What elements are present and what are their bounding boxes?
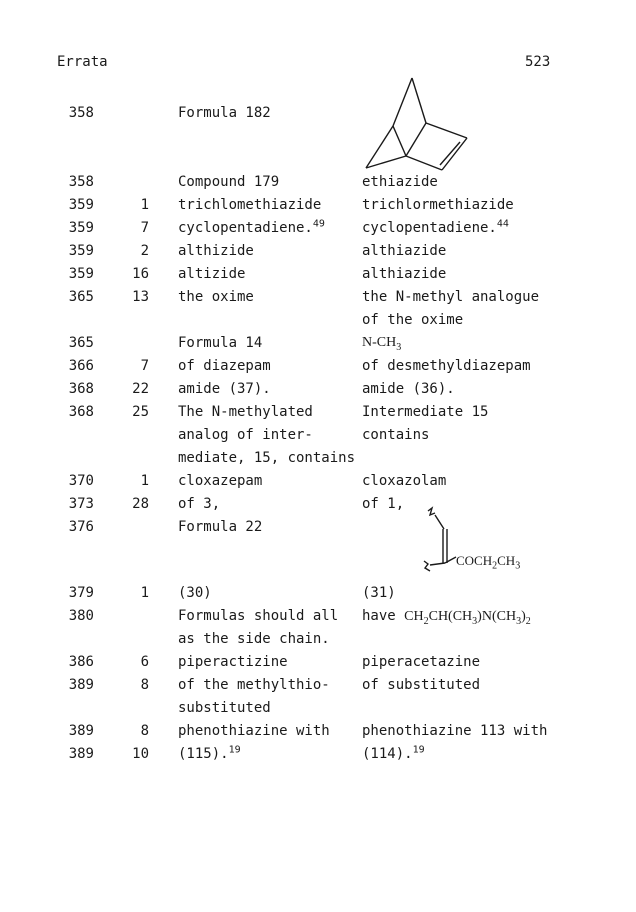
acyl-group-formula: $COCH_2CH_3$ <box>456 553 521 572</box>
reference-superscript: 19 <box>412 744 425 756</box>
entry-wrong: (115).$^{19}$ <box>178 744 241 762</box>
entry-right-formula: $N-CH_3$ <box>362 335 402 353</box>
entry-line: 1 <box>140 473 149 489</box>
entry-wrong: cyclopentadiene.$^{49}$ <box>178 218 325 236</box>
entry-page: 373 <box>68 496 94 512</box>
entry-wrong: of diazepam <box>178 358 271 374</box>
entry-right-continued: of the oxime <box>362 312 464 328</box>
entry-line: 10 <box>132 746 149 762</box>
entry-line: 13 <box>132 289 149 305</box>
entry-right: trichlormethiazide <box>362 197 514 213</box>
entry-line: 25 <box>132 404 149 420</box>
entry-line: 28 <box>132 496 149 512</box>
entry-right: cyclopentadiene.$^{44}$ <box>362 218 509 236</box>
running-header-left: Errata <box>57 54 108 70</box>
entry-page: 358 <box>68 105 94 121</box>
entry-line: 1 <box>140 197 149 213</box>
entry-line: 22 <box>132 381 149 397</box>
entry-right: have $CH_2CH(CH_3)N(CH_3)_2$ <box>362 608 531 627</box>
entry-wrong-continued: as the side chain. <box>178 631 330 647</box>
entry-wrong: of the methylthio- <box>178 677 330 693</box>
entry-page: 365 <box>68 335 94 351</box>
entry-wrong: trichlomethiazide <box>178 197 322 213</box>
entry-wrong: amide (37). <box>178 381 271 397</box>
entry-wrong-continued: mediate, 15, contains <box>178 450 356 466</box>
entry-wrong: Formula 182 <box>178 105 271 121</box>
entry-wrong: piperactizine <box>178 654 288 670</box>
entry-line: 1 <box>140 585 149 601</box>
entry-right: althiazide <box>362 243 447 259</box>
entry-wrong-continued: analog of inter- <box>178 427 313 443</box>
entry-page: 359 <box>68 243 94 259</box>
entry-right: (31) <box>362 585 396 601</box>
entry-right: of 1, <box>362 496 405 512</box>
entry-page: 365 <box>68 289 94 305</box>
entry-page: 366 <box>68 358 94 374</box>
reference-superscript: 44 <box>496 218 509 230</box>
entry-right: (114).$^{19}$ <box>362 744 425 762</box>
entry-wrong-continued: substituted <box>178 700 271 716</box>
entry-page: 380 <box>68 608 94 624</box>
entry-wrong: Formulas should all <box>178 608 339 624</box>
page-number: 523 <box>525 54 551 70</box>
entry-page: 389 <box>68 723 94 739</box>
entry-page: 386 <box>68 654 94 670</box>
reference-superscript: 49 <box>312 218 325 230</box>
entry-right: cloxazolam <box>362 473 447 489</box>
entry-right: amide (36). <box>362 381 455 397</box>
entry-right: of desmethyldiazepam <box>362 358 531 374</box>
entry-wrong: the oxime <box>178 289 254 305</box>
entry-line: 7 <box>140 358 149 374</box>
entry-page: 379 <box>68 585 94 601</box>
entry-line: 6 <box>140 654 149 670</box>
entry-right: Intermediate 15 <box>362 404 489 420</box>
reference-superscript: 19 <box>228 744 241 756</box>
entry-line: 8 <box>140 723 149 739</box>
side-chain-formula: $CH_2CH(CH_3)N(CH_3)_2$ <box>404 609 531 627</box>
entry-page: 359 <box>68 220 94 236</box>
norbornene-structure <box>360 76 470 172</box>
entry-page: 358 <box>68 174 94 190</box>
entry-line: 7 <box>140 220 149 236</box>
entry-wrong: of 3, <box>178 496 221 512</box>
entry-wrong: Formula 14 <box>178 335 263 351</box>
entry-right: phenothiazine 113 with <box>362 723 548 739</box>
entry-wrong: phenothiazine with <box>178 723 330 739</box>
entry-right: ethiazide <box>362 174 438 190</box>
entry-wrong: (30) <box>178 585 212 601</box>
entry-line: 16 <box>132 266 149 282</box>
entry-page: 389 <box>68 746 94 762</box>
entry-wrong: Compound 179 <box>178 174 280 190</box>
entry-line: 8 <box>140 677 149 693</box>
entry-page: 359 <box>68 197 94 213</box>
entry-right: of substituted <box>362 677 481 693</box>
entry-wrong: The N-methylated <box>178 404 313 420</box>
entry-right: althiazide <box>362 266 447 282</box>
entry-right-continued: contains <box>362 427 430 443</box>
entry-wrong: cloxazepam <box>178 473 263 489</box>
entry-wrong: altizide <box>178 266 246 282</box>
entry-page: 359 <box>68 266 94 282</box>
entry-right: the N-methyl analogue <box>362 289 540 305</box>
entry-wrong: althizide <box>178 243 254 259</box>
entry-page: 389 <box>68 677 94 693</box>
entry-wrong: Formula 22 <box>178 519 263 535</box>
formula-22-fragment <box>418 505 458 575</box>
entry-page: 370 <box>68 473 94 489</box>
entry-page: 376 <box>68 519 94 535</box>
entry-page: 368 <box>68 404 94 420</box>
entry-right: piperacetazine <box>362 654 481 670</box>
entry-page: 368 <box>68 381 94 397</box>
entry-line: 2 <box>140 243 149 259</box>
